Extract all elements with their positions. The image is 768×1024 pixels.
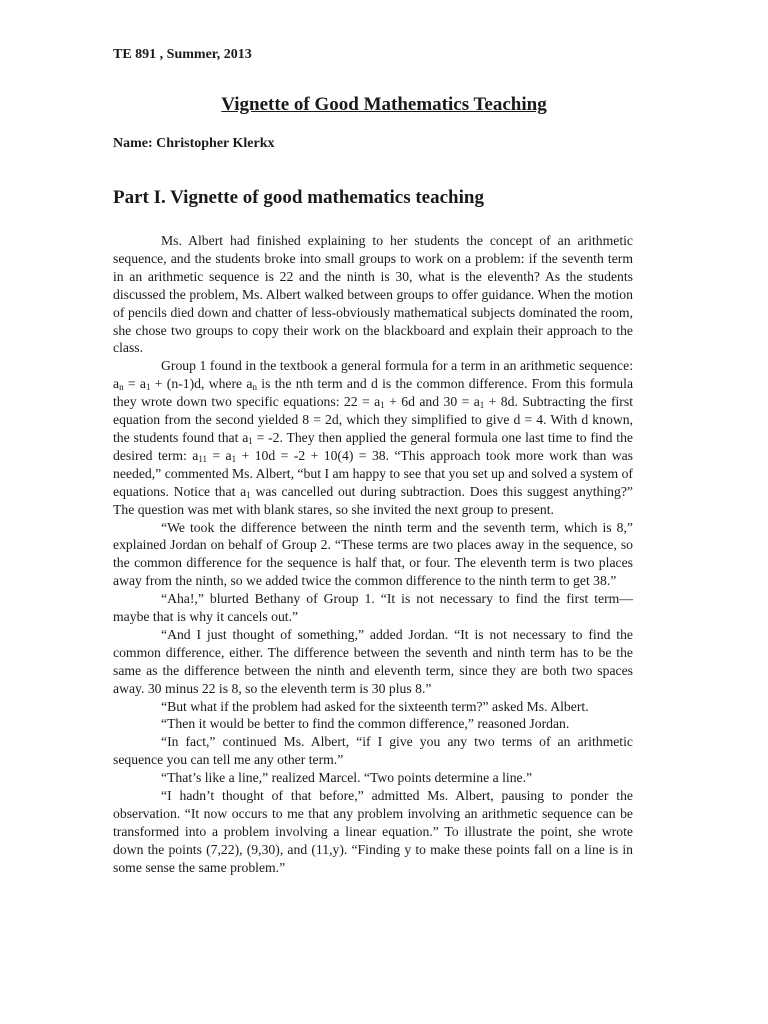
document-title: Vignette of Good Mathematics Teaching [221, 94, 547, 115]
paragraph: Group 1 found in the textbook a general formula for a term in an arithmetic sequence: $a_n = a_1 + (n-1)d$, where $a_n$ is the nth term and d is the common difference. From this formula they wrote down two specific equations: $22 = a_1 + 6d$ and $30 = a_1 + 8d$. Subtracting the first equation from the second yielded 8 = 2d, which they simplified to give d = 4. With d known, the students found that $a_1 = -2$. They then applied the general formula one last time to find the desired term: $a_{11} = a_1 + 10d = -2 + 10(4) = 38$. “This approach took more work than was needed,” commented Ms. Albert, “but I am happy to see that you set up and solved a system of equations. Notice that $a_1$ was cancelled out during subtraction. Does this suggest anything?” The question was met with blank stares, so she invited the next group to present. [113, 358, 634, 517]
paragraph: “Then it would be better to find the common difference,” reasoned Jordan. [161, 716, 570, 732]
paragraph: Ms. Albert had finished explaining to her students the concept of an arithmetic sequence, and the students broke into small groups to work on a problem: if the seventh term in an arithmetic sequence is 22 and the ninth is 30, what is the eleventh? As the students discussed the problem, Ms. Albert walked between groups to offer guidance. When the motion of pencils died down and chatter of less-obviously mathematical subjects dominated the room, she chose two groups to copy their work on the blackboard and explain their approach to the class. [113, 233, 633, 356]
paragraph: “Aha!,” blurted Bethany of Group 1. “It is not necessary to find the first term—maybe that is why it cancels out.” [113, 591, 633, 625]
paragraph: “But what if the problem had asked for the sixteenth term?” asked Ms. Albert. [161, 698, 589, 714]
author-line: Name: Christopher Klerkx [113, 136, 275, 151]
course-line: TE 891 , Summer, 2013 [113, 47, 252, 62]
section-heading: Part I. Vignette of good mathematics teaching [113, 187, 484, 208]
vignette-body [113, 232, 633, 877]
paragraph: “That’s like a line,” realized Marcel. “Two points determine a line.” [161, 770, 533, 786]
paragraph: “I hadn’t thought of that before,” admitted Ms. Albert, pausing to ponder the observation. “It now occurs to me that any problem involving an arithmetic sequence can be transformed into a problem involving a linear equation.” To illustrate the point, she wrote down the points (7,22), (9,30), and (11,y). “Finding y to make these points fall on a line is in some sense the same problem.” [113, 788, 633, 875]
paragraph: “And I just thought of something,” added Jordan. “It is not necessary to find the common difference, either. The difference between the seventh and ninth term has to be the same as the difference between the ninth and eleventh term, since they are both two spaces away. 30 minus 22 is 8, so the eleventh term is 30 plus 8.” [113, 626, 633, 696]
paragraph: “In fact,” continued Ms. Albert, “if I give you any two terms of an arithmetic sequence you can tell me any other term.” [113, 734, 633, 768]
paragraph: “We took the difference between the ninth term and the seventh term, which is 8,” explained Jordan on behalf of Group 2. “These terms are two places away in the sequence, so the common difference for the sequence is half that, or four. The eleventh term is two places away from the ninth, so we added twice the common difference to the ninth term to get 38.” [113, 519, 633, 589]
